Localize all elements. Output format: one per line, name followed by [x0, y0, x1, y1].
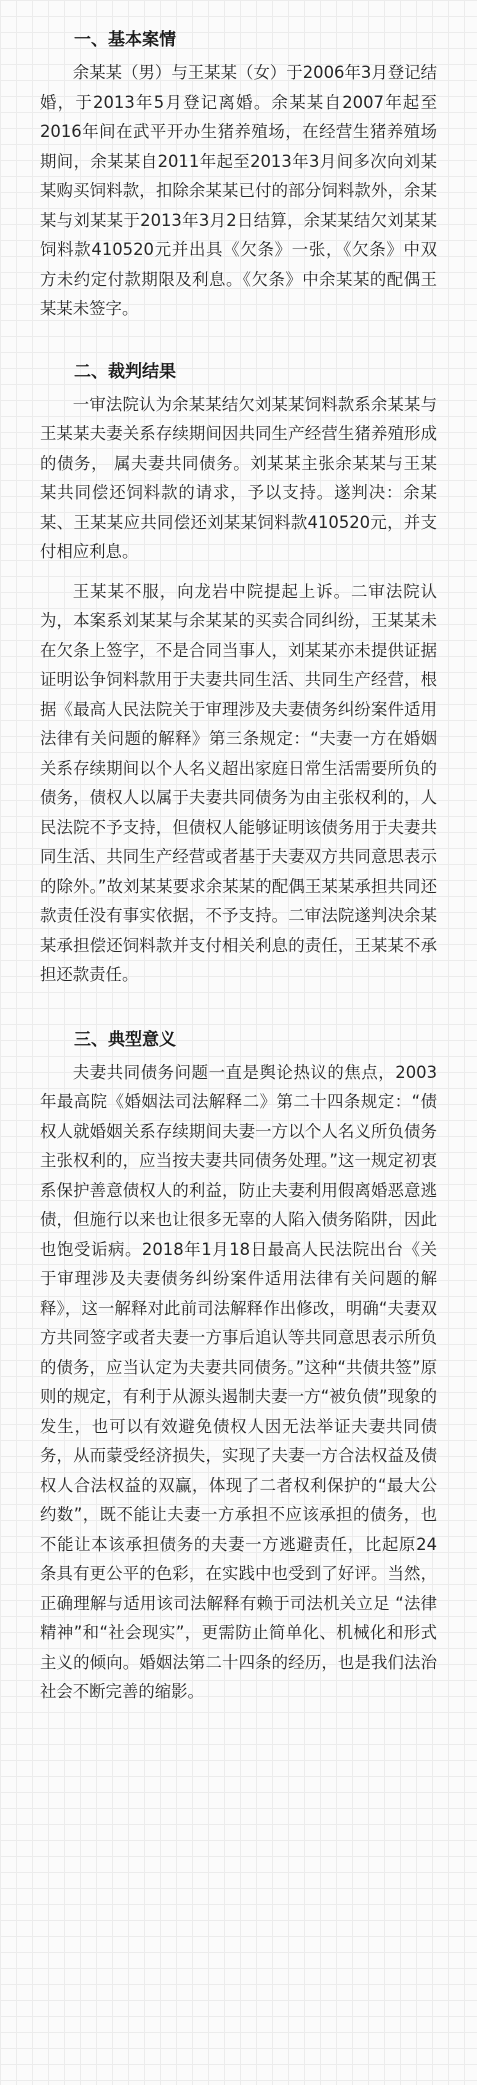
section-title-judgment-result: 二、裁判结果 — [74, 361, 176, 382]
paragraph: 一审法院认为余某某结欠刘某某饲料款系余某某与王某某夫妻关系存续期间因共同生产经营生猪养殖形成的债务， 属夫妻共同债务。刘某某主张余某某与王某某共同偿还饲料款的请求，予以支持。遂判决：余某某、王某某应共同偿还刘某某饲料款410520元，并支付相应利息。 — [40, 394, 437, 561]
section-typical-significance — [40, 1028, 437, 1707]
section-title-basic-facts: 一、基本案情 — [74, 30, 176, 50]
section-judgment-result — [40, 360, 437, 990]
paragraph: 余某某（男）与王某某（女）于2006年3月登记结婚，于2013年5月登记离婚。余某某自2007年起至2016年间在武平开办生猪养殖场，在经营生猪养殖场期间，余某某自2011年起至2013年3月间多次向刘某某购买饲料款，扣除余某某已付的部分饲料款外，余某某与刘某某于2013年3月2日结算，余某某结欠刘某某饲料款410520元并出具《欠条》一张，《欠条》中双方未约定付款期限及利息。《欠条》中余某某的配偶王某某未签字。 — [40, 63, 437, 318]
section-title-typical-significance: 三、典型意义 — [74, 1029, 176, 1050]
paragraph: 王某某不服，向龙岩中院提起上诉。二审法院认为，本案系刘某某与余某某的买卖合同纠纷，王某某未在欠条上签字，不是合同当事人，刘某某亦未提供证据证明讼争饲料款用于夫妻共同生活、共同生产经营，根据《最高人民法院关于审理涉及夫妻债务纠纷案件适用法律有关问题的解释》第三条规定：“夫妻一方在婚姻关系存续期间以个人名义超出家庭日常生活需要所负的债务，债权人以属于夫妻共同债务为由主张权利的，人民法院不予支持，但债权人能够证明该债务用于夫妻共同生活、共同生产经营或者基于夫妻双方共同意思表示的除外。”故刘某某要求余某某的配偶王某某承担共同还款责任没有事实依据，不予支持。二审法院遂判决余某某承担偿还饲料款并支付相关利息的责任，王某某不承担还款责任。 — [40, 581, 437, 984]
paragraph: 夫妻共同债务问题一直是舆论热议的焦点，2003年最高院《婚姻法司法解释二》第二十四条规定：“债权人就婚姻关系存续期间夫妻一方以个人名义所负债务主张权利的，应当按夫妻共同债务处理。”这一规定初衷系保护善意债权人的利益，防止夫妻利用假离婚恶意逃债，但施行以来也让很多无辜的人陷入债务陷阱，因此也饱受诟病。2018年1月18日最高人民法院出台《关于审理涉及夫妻债务纠纷案件适用法律有关问题的解释》，这一解释对此前司法解释作出修改，明确“夫妻双方共同签字或者夫妻一方事后追认等共同意思表示所负的债务，应当认定为夫妻共同债务。”这种“共债共签”原则的规定，有利于从源头遏制夫妻一方“被负债”现象的发生，也可以有效避免债权人因无法举证夫妻共同债务，从而蒙受经济损失，实现了夫妻一方合法权益及债权人合法权益的双赢，体现了二者权利保护的“最大公约数”，既不能让夫妻一方承担不应该承担的债务，也不能让本该承担债务的夫妻一方逃避责任，比起原24条具有更公平的色彩，在实践中也受到了好评。当然，正确理解与适用该司法解释有赖于司法机关立足 “法律精神”和“社会现实”，更需防止简单化、机械化和形式主义的倾向。婚姻法第二十四条的经历，也是我们法治社会不断完善的缩影。 — [40, 1062, 437, 1701]
section-basic-facts — [40, 28, 437, 324]
